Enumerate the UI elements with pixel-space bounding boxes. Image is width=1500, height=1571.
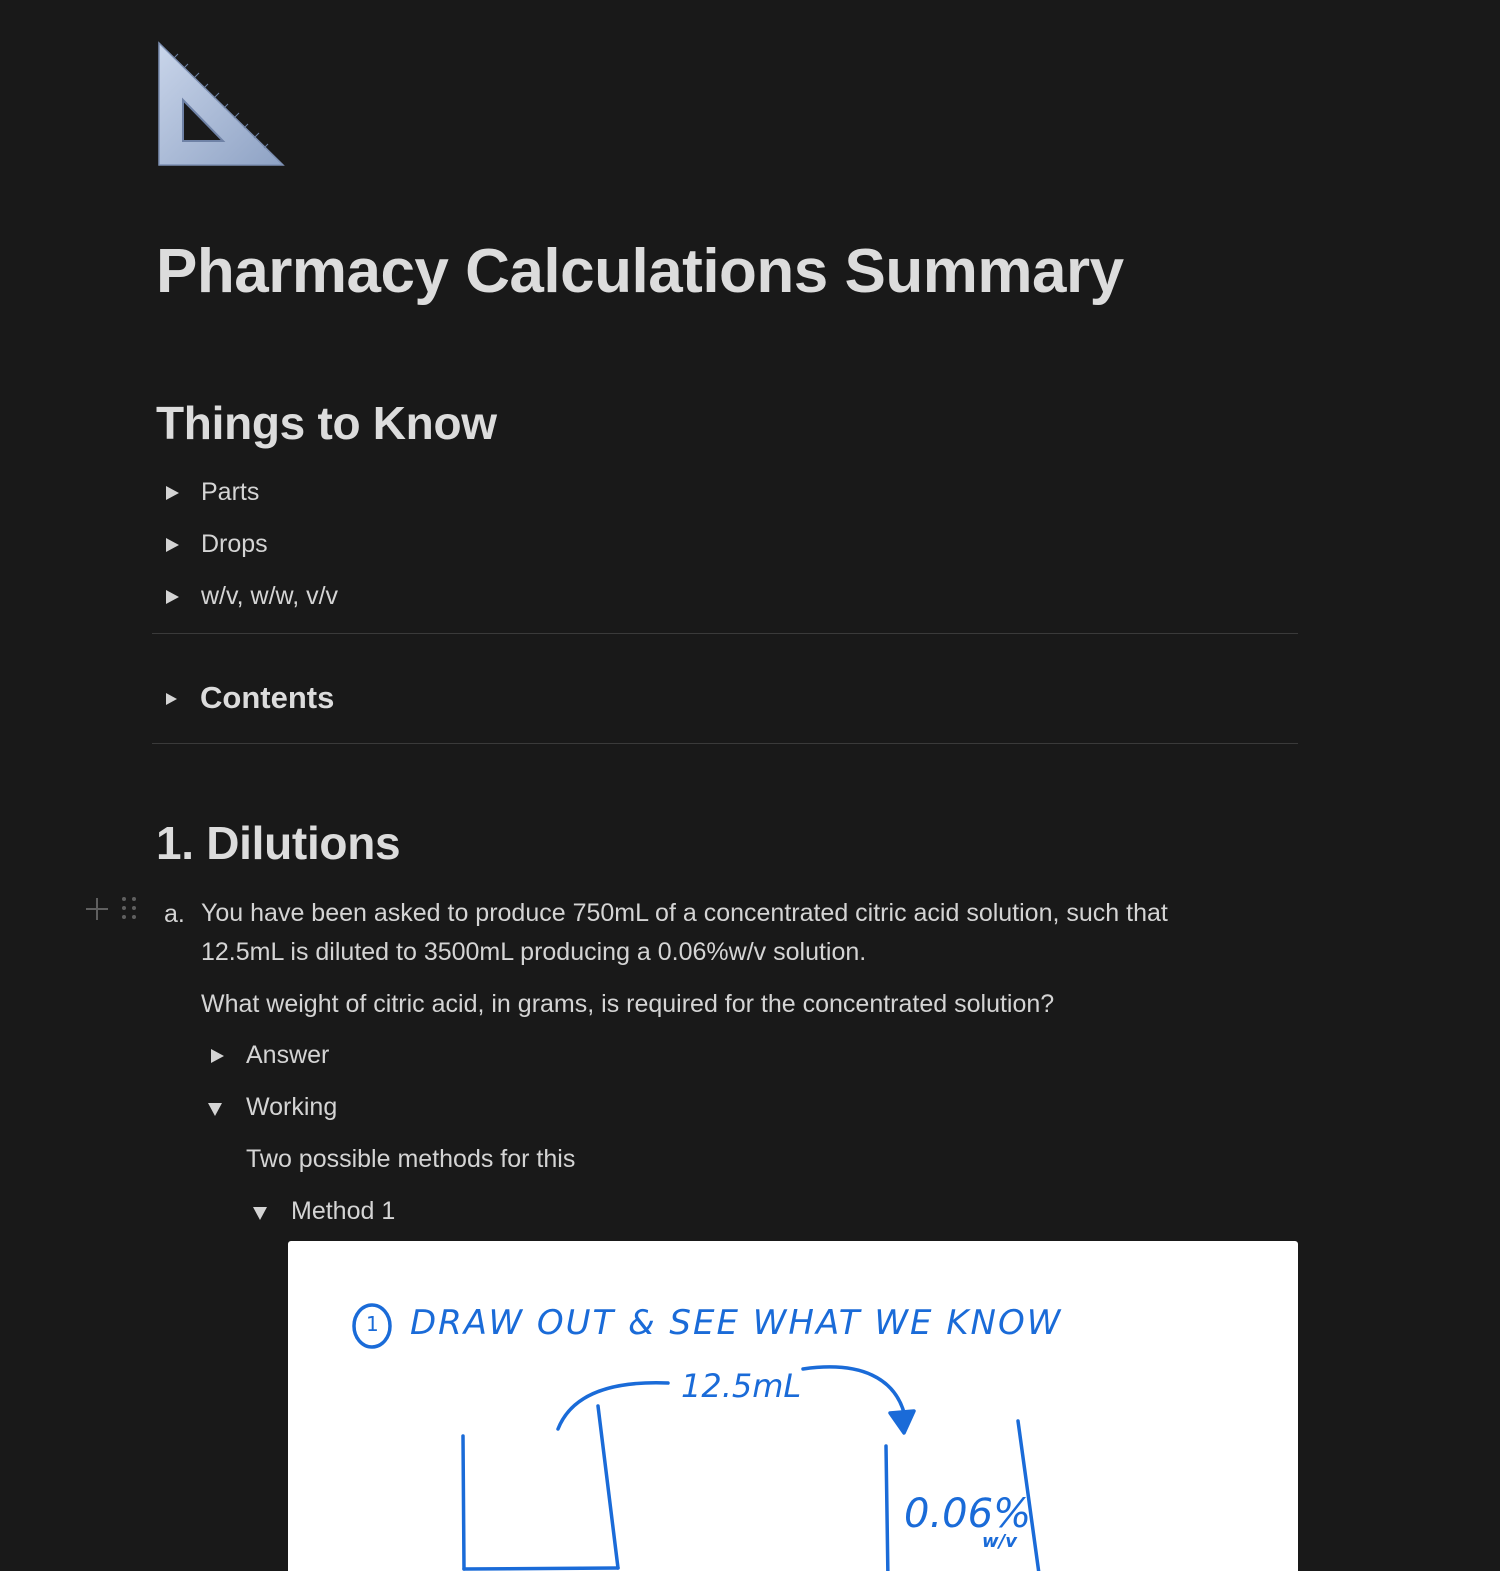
toggle-label: Parts	[201, 478, 260, 506]
toggle-label: Drops	[201, 530, 268, 558]
set-square-icon[interactable]	[156, 40, 286, 168]
concentration-label: 0.06%	[904, 1491, 1032, 1537]
toggle-drops[interactable]	[156, 530, 268, 559]
toggle-contents[interactable]	[156, 680, 334, 716]
question-text-line2[interactable]: 12.5mL is diluted to 3500mL producing a 0.06%w/v solution.	[201, 938, 867, 966]
dilutions-heading[interactable]: 1. Dilutions	[156, 817, 401, 869]
triangle-down-icon[interactable]	[201, 1096, 235, 1120]
toggle-label: Working	[246, 1093, 338, 1121]
page-title[interactable]: Pharmacy Calculations Summary	[156, 237, 1124, 306]
divider	[152, 743, 1298, 744]
toggle-label: Answer	[246, 1041, 330, 1069]
toggle-label: Method 1	[291, 1197, 396, 1225]
triangle-right-icon[interactable]	[156, 686, 190, 710]
triangle-right-icon[interactable]	[156, 585, 190, 609]
toggle-parts[interactable]	[156, 478, 259, 507]
things-to-know-heading[interactable]: Things to Know	[156, 397, 497, 449]
block-handle	[86, 897, 136, 921]
contents-label: Contents	[200, 680, 335, 715]
step-text: DRAW OUT & SEE WHAT WE KNOW	[410, 1303, 1063, 1343]
step-number: 1	[366, 1312, 379, 1336]
toggle-label: w/v, w/w, v/v	[201, 582, 339, 610]
list-marker: a.	[164, 900, 185, 928]
transfer-volume-label: 12.5mL	[681, 1367, 802, 1405]
drawing-strokes	[288, 1241, 1298, 1571]
triangle-right-icon[interactable]	[156, 533, 190, 557]
triangle-down-icon[interactable]	[246, 1200, 280, 1224]
toggle-wv-ww-vv[interactable]	[156, 582, 338, 611]
drag-handle-icon[interactable]	[122, 897, 136, 921]
concentration-unit: w/v	[982, 1531, 1017, 1552]
triangle-right-icon[interactable]	[156, 481, 190, 505]
toggle-working[interactable]	[201, 1093, 337, 1122]
divider	[152, 633, 1298, 634]
working-text[interactable]: Two possible methods for this	[246, 1145, 576, 1173]
question-text-line3[interactable]: What weight of citric acid, in grams, is required for the concentrated solution?	[201, 990, 1055, 1018]
question-text-line1[interactable]: You have been asked to produce 750mL of a concentrated citric acid solution, such that	[201, 899, 1168, 927]
toggle-method-1[interactable]	[246, 1197, 395, 1226]
handwritten-drawing[interactable]	[288, 1241, 1298, 1571]
toggle-answer[interactable]	[201, 1041, 329, 1070]
plus-icon[interactable]	[86, 898, 108, 920]
triangle-right-icon[interactable]	[201, 1044, 235, 1068]
